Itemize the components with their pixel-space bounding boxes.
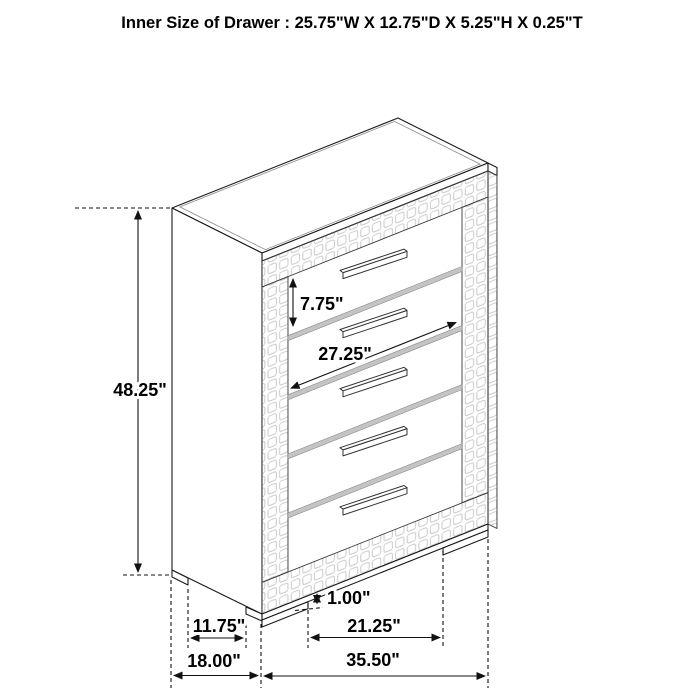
chest-drawing [172,118,497,627]
front-foot-gap-label: 21.25" [347,616,401,636]
texture-right-side-strip [488,171,497,529]
texture-left-strip [262,277,288,583]
overall-height-label: 48.25" [113,380,167,400]
overall-width-label: 35.50" [346,650,400,670]
drawer-inner-width-label: 27.25" [318,344,372,364]
dimension-overall-width [264,650,485,676]
overall-depth-label: 18.00" [187,651,241,671]
chest-side-panel [172,208,262,621]
side-foot-gap-label: 11.75" [192,616,246,636]
dimension-front-foot-gap [311,616,440,638]
side-face [172,208,262,614]
dimension-side-foot-gap [191,616,245,638]
dimension-overall-height [75,208,172,575]
foot-height-label: 1.00" [327,588,371,608]
diagram-title: Inner Size of Drawer : 25.75"W X 12.75"D X 5.25"H X 0.25"T [121,14,583,32]
drawer-front-height-label: 7.75" [300,294,344,314]
dimension-overall-depth [174,651,258,676]
texture-right-strip [462,197,488,503]
